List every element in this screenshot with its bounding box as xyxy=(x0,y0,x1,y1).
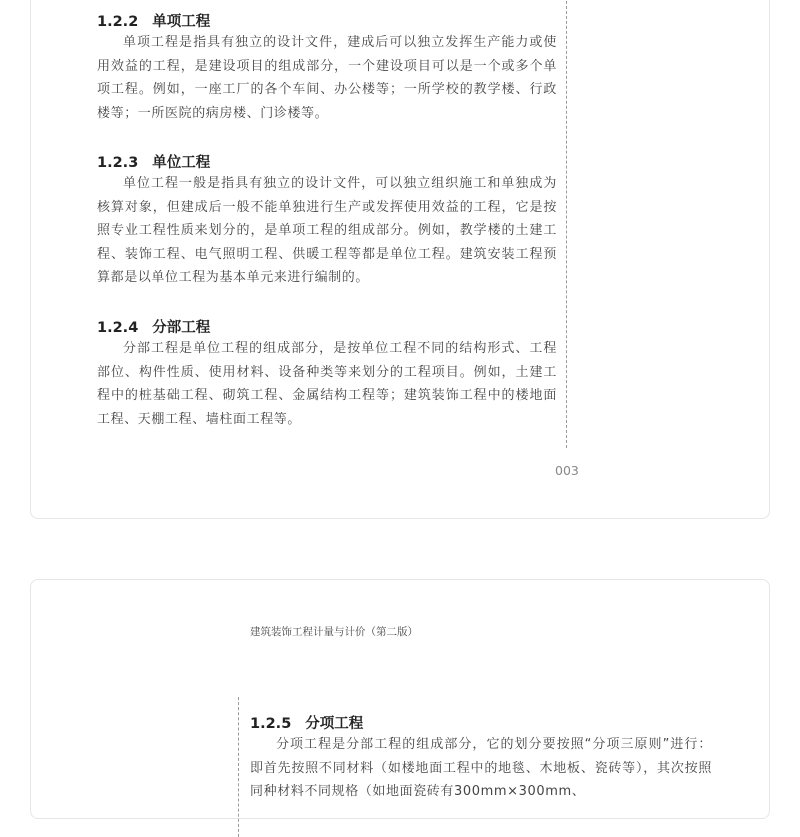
section-heading-1-2-5 xyxy=(250,712,712,733)
section-number: 1.2.2 xyxy=(97,14,139,30)
section-body-1-2-3: 单位工程一般是指具有独立的设计文件，可以独立组织施工和单独成为核算对象，但建成后一般不能单独进行生产或发挥使用效益的工程，它是按照专业工程性质来划分的，是单项工程的组成部分。例如，教学楼的土建工程、装饰工程、电气照明工程、供暖工程等都是单位工程。建筑安装工程预算都是以单位工程为基本单元来进行编制的。 xyxy=(97,176,557,286)
section-number: 1.2.4 xyxy=(97,320,139,336)
document-page-003 xyxy=(30,0,770,519)
page-number: 003 xyxy=(555,463,579,478)
running-header: 建筑装饰工程计量与计价（第二版） xyxy=(250,626,418,638)
margin-divider-line xyxy=(238,697,239,837)
section-title: 分部工程 xyxy=(152,320,211,336)
document-page-004 xyxy=(30,579,770,819)
section-number: 1.2.5 xyxy=(250,716,292,732)
section-body-1-2-5: 分项工程是分部工程的组成部分，它的划分要按照“分项三原则”进行：即首先按照不同材料（如楼地面工程中的地毯、木地板、瓷砖等），其次按照同种材料不同规格（如地面瓷砖有300mm×300mm、 xyxy=(250,737,712,800)
section-title: 单位工程 xyxy=(152,155,211,171)
section-heading-1-2-3 xyxy=(97,151,557,172)
section-title: 单项工程 xyxy=(152,14,211,30)
section-heading-1-2-2 xyxy=(97,10,557,31)
margin-divider-line xyxy=(566,0,567,448)
section-title: 分项工程 xyxy=(305,716,364,732)
section-body-1-2-4: 分部工程是单位工程的组成部分，是按单位工程不同的结构形式、工程部位、构件性质、使用材料、设备种类等来划分的工程项目。例如，土建工程中的桩基础工程、砌筑工程、金属结构工程等；建筑装饰工程中的楼地面工程、天棚工程、墙柱面工程等。 xyxy=(97,341,557,427)
section-body-1-2-2: 单项工程是指具有独立的设计文件，建成后可以独立发挥生产能力或使用效益的工程，是建设项目的组成部分，一个建设项目可以是一个或多个单项工程。例如，一座工厂的各个车间、办公楼等；一所学校的教学楼、行政楼等；一所医院的病房楼、门诊楼等。 xyxy=(97,35,557,121)
section-heading-1-2-4 xyxy=(97,316,557,337)
section-number: 1.2.3 xyxy=(97,155,139,171)
